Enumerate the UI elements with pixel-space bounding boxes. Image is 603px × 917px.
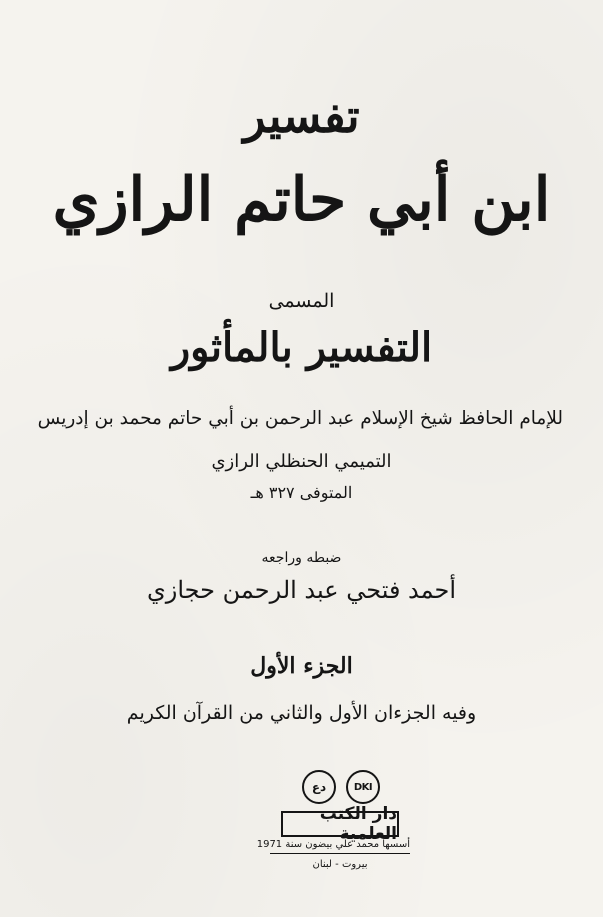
author-line-1: للإمام الحافظ شيخ الإسلام عبد الرحمن بن أبي حاتم محمد بن إدريس (37, 408, 563, 429)
book-title-line-1: تفسير (243, 89, 360, 143)
author-line-2: التميمي الحنظلي الرازي (211, 451, 392, 472)
volume-title: الجزء الأول (250, 653, 353, 679)
publisher-logos (296, 770, 408, 806)
volume-content: وفيه الجزءان الأول والثاني من القرآن الكريم (126, 702, 477, 724)
publisher-founded: أسسها محمد علي بيضون سنة 1971 (270, 838, 410, 854)
publisher-city: بيروت - لبنان (312, 859, 368, 870)
editor-name: أحمد فتحي عبد الرحمن حجازي (146, 576, 457, 604)
named-label: المسمى (268, 290, 335, 312)
book-subtitle: التفسير بالمأثور (170, 324, 433, 371)
publisher-name: دار الكتب العلمية (281, 811, 399, 837)
editor-label: ضبطه وراجعه (261, 550, 342, 566)
dki-logo-icon: DKI (346, 770, 380, 804)
book-title-line-2: ابن أبي حاتم الرازي (52, 165, 551, 235)
author-death-date: المتوفى ٣٢٧ هـ (250, 483, 353, 502)
publisher-emblem-icon: دع (302, 770, 336, 804)
